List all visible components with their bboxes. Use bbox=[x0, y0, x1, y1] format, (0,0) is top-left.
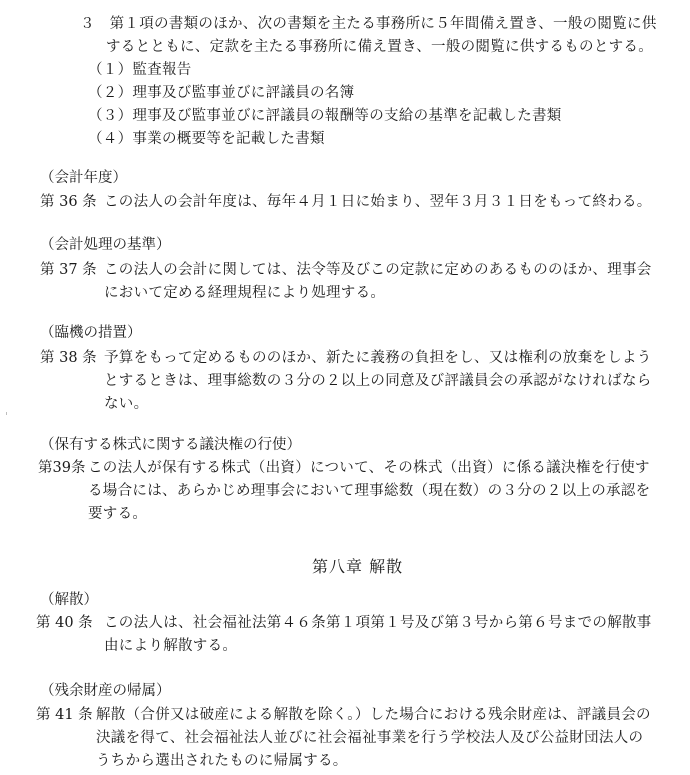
margin-mark bbox=[6, 412, 7, 415]
art39-number: 第39条 bbox=[38, 460, 86, 476]
art37-number: 第 37 条 bbox=[40, 262, 97, 278]
art36-line1: この法人の会計年度は、毎年４月１日に始まり、翌年３月３１日をもって終わる。 bbox=[104, 194, 652, 210]
art41-line1: 解散（合併又は破産による解散を除く。）した場合における残余財産は、評議員会の bbox=[96, 707, 651, 723]
chapter-title: 第八章 解散 bbox=[312, 557, 404, 576]
clause3-item-2: （２）理事及び監事並びに評議員の名簿 bbox=[88, 85, 355, 101]
art36-number: 第 36 条 bbox=[40, 194, 97, 210]
art38-line1: 予算をもって定めるもののほか、新たに義務の負担をし、又は権利の放棄をしよう bbox=[104, 350, 652, 366]
clause3-line1: ３ 第１項の書類のほか、次の書類を主たる事務所に５年間備え置き、一般の閲覧に供 bbox=[80, 16, 657, 32]
clause3-item-1: （１）監査報告 bbox=[88, 62, 192, 78]
art37-heading: （会計処理の基準） bbox=[40, 237, 171, 253]
art39-line1: この法人が保有する株式（出資）について、その株式（出資）に係る議決権を行使す bbox=[88, 460, 650, 476]
art41-line3: うちから選出されたものに帰属する。 bbox=[96, 753, 348, 769]
art41-heading: （残余財産の帰属） bbox=[40, 683, 171, 699]
art38-line2: とするときは、理事総数の３分の２以上の同意及び評議員会の承認がなければなら bbox=[104, 373, 652, 389]
art40-heading: （解散） bbox=[40, 592, 98, 608]
art40-line2: 由により解散する。 bbox=[104, 638, 238, 654]
art39-line3: 要する。 bbox=[88, 506, 148, 522]
art38-line3: ない。 bbox=[104, 396, 149, 412]
clause3-line2: するとともに、定款を主たる事務所に備え置き、一般の閲覧に供するものとする。 bbox=[106, 39, 654, 55]
art41-line2: 決議を得て、社会福祉法人並びに社会福祉事業を行う学校法人及び公益財団法人の bbox=[96, 730, 644, 746]
art41-number: 第 41 条 bbox=[36, 707, 93, 723]
art40-line1: この法人は、社会福祉法第４６条第１項第１号及び第３号から第６号までの解散事 bbox=[104, 615, 652, 631]
art37-line1: この法人の会計に関しては、法令等及びこの定款に定めのあるもののほか、理事会 bbox=[104, 262, 652, 278]
clause3-item-3: （３）理事及び監事並びに評議員の報酬等の支給の基準を記載した書類 bbox=[88, 108, 562, 124]
art37-line2: において定める経理規程により処理する。 bbox=[104, 285, 386, 301]
art38-heading: （臨機の措置） bbox=[40, 325, 142, 341]
art36-heading: （会計年度） bbox=[40, 170, 127, 186]
clause3-item-4: （４）事業の概要等を記載した書類 bbox=[88, 131, 325, 147]
art39-heading: （保有する株式に関する議決権の行使） bbox=[40, 437, 301, 453]
art39-line2: る場合には、あらかじめ理事会において理事総数（現在数）の３分の２以上の承認を bbox=[88, 483, 651, 499]
art38-number: 第 38 条 bbox=[40, 350, 97, 366]
art40-number: 第 40 条 bbox=[36, 615, 93, 631]
